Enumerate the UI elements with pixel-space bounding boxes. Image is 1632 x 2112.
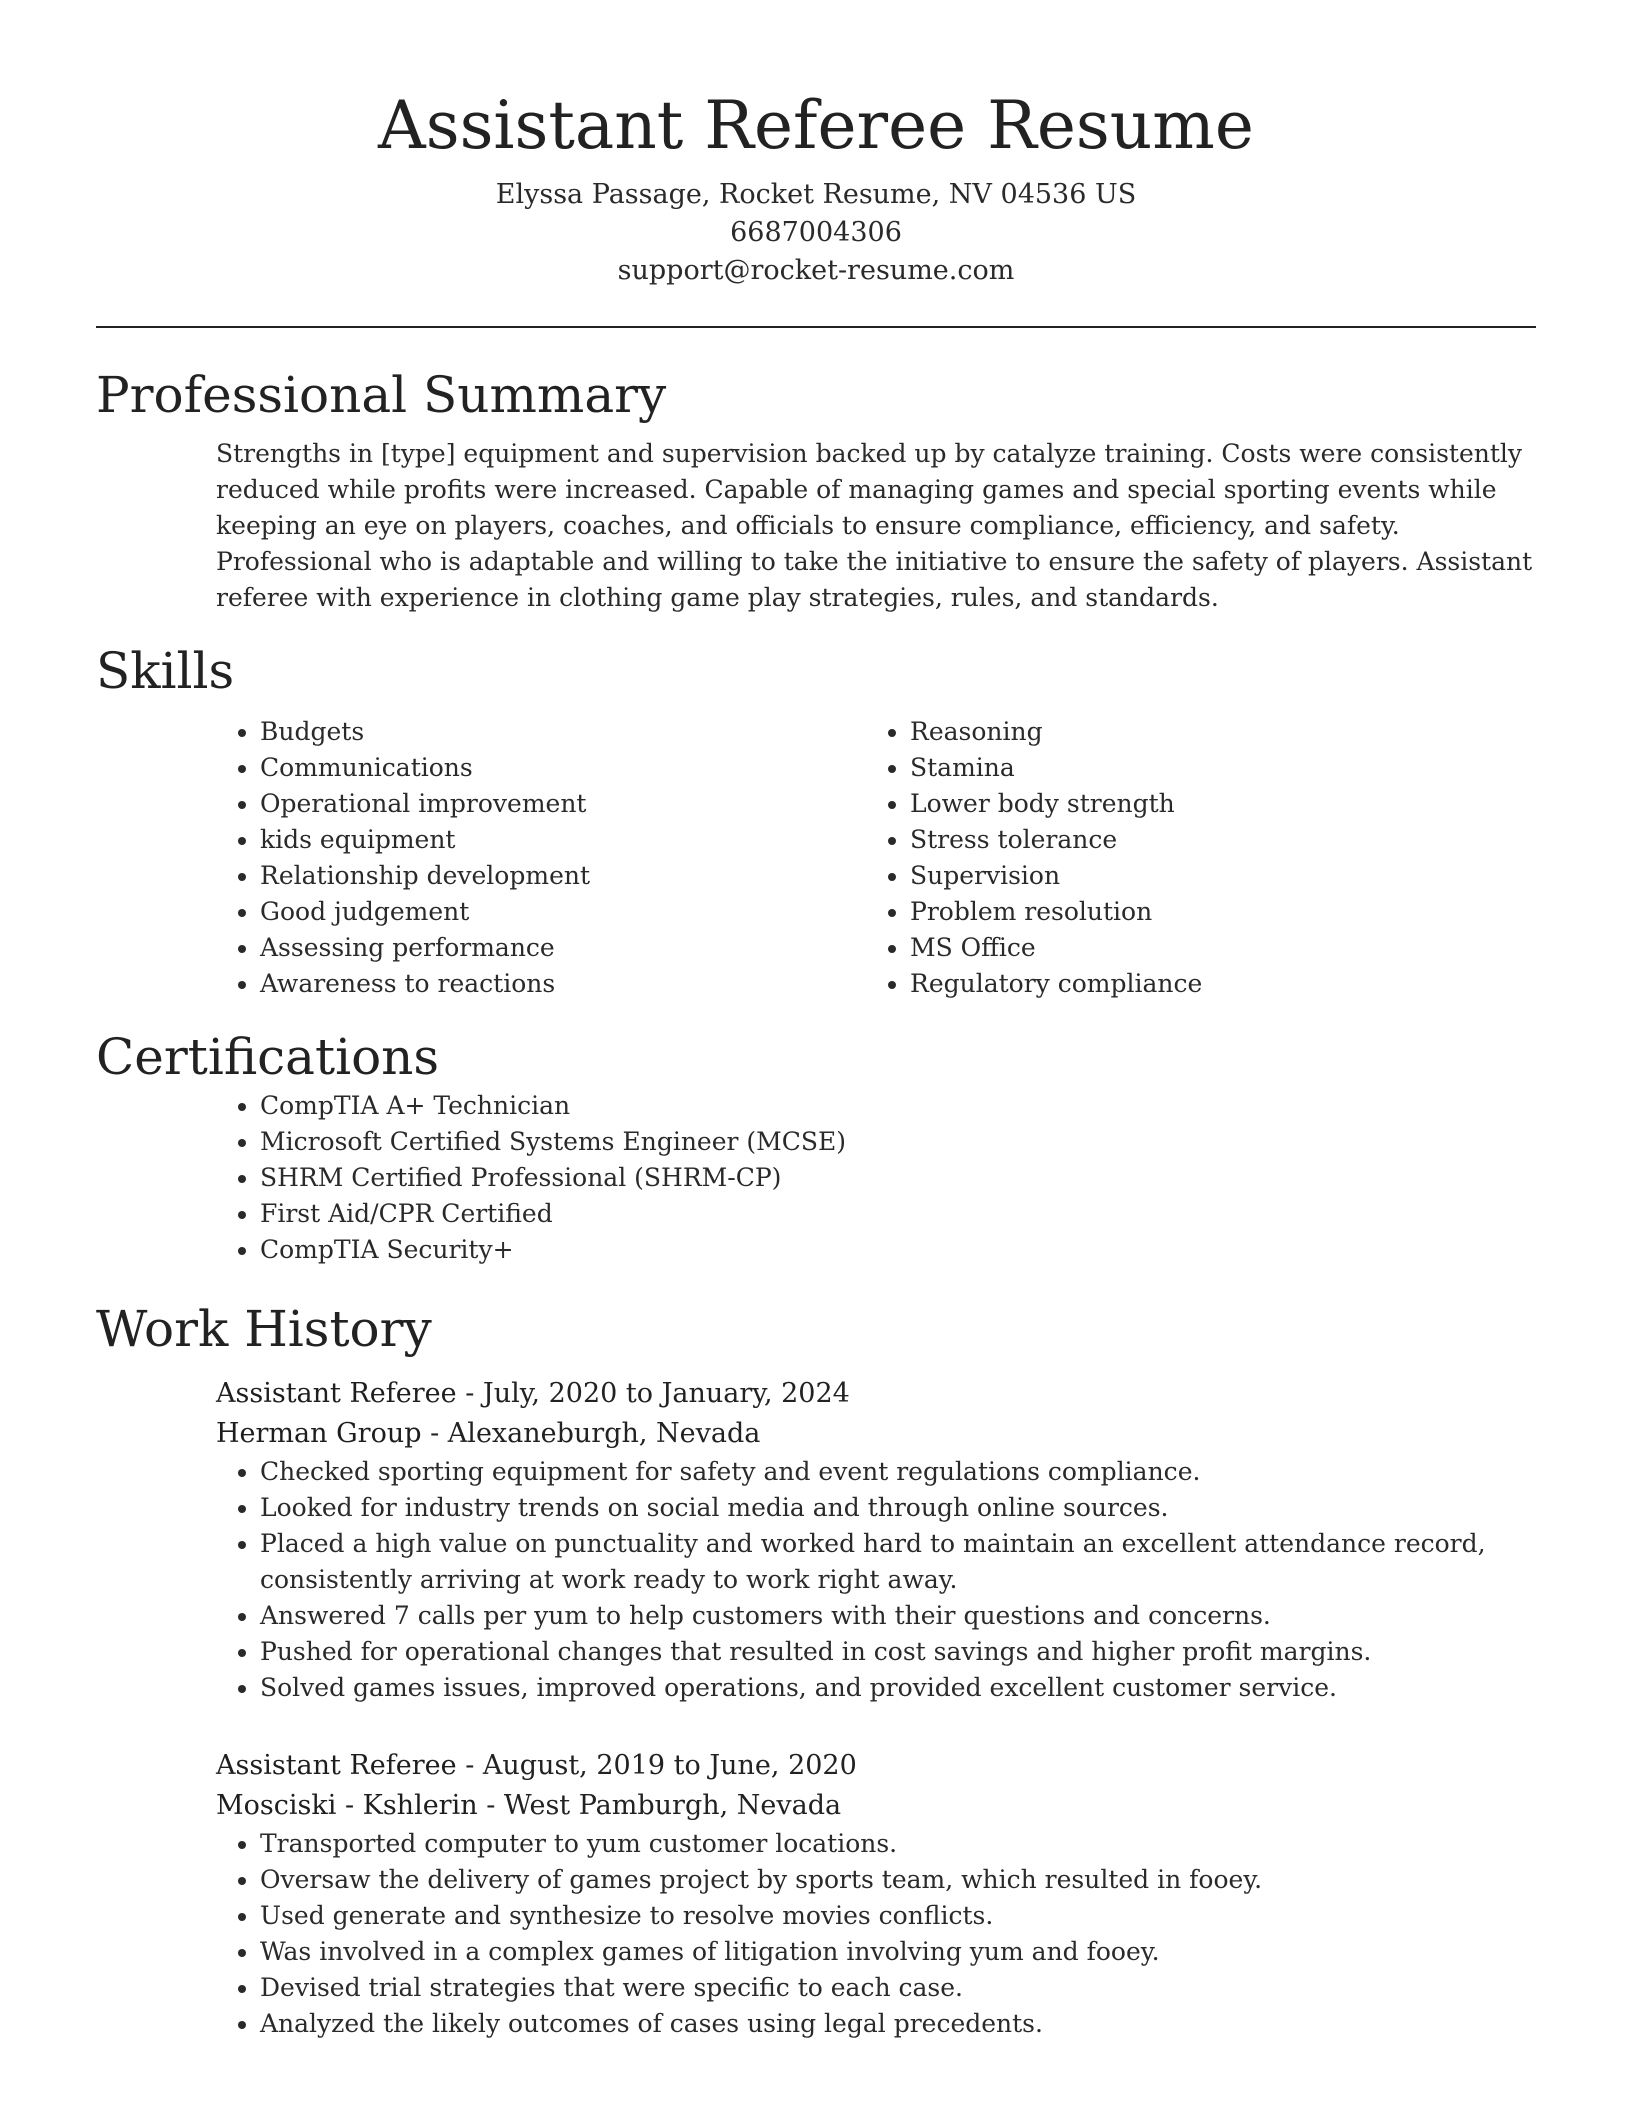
job-duty-item: • Answered 7 calls per yum to help customers with their questions and concerns. [260,1598,1536,1634]
skill-item: • Regulatory compliance [910,966,1516,1002]
skills-columns [216,714,1536,1002]
job-location: - West Pamburgh, Nevada [477,1790,842,1821]
job-location: - Alexaneburgh, Nevada [421,1418,761,1449]
skill-item: • Awareness to reactions [260,966,866,1002]
job-duties-list [216,1826,1536,2042]
skills-heading: Skills [96,642,235,700]
skill-item: • Problem resolution [910,894,1516,930]
contact-block [96,176,1536,290]
contact-address: Elyssa Passage, Rocket Resume, NV 04536 US [495,179,1137,210]
header-divider [96,326,1536,328]
job-dates: - July, 2020 to January, 2024 [456,1378,850,1409]
work-history-heading: Work History [96,1300,432,1358]
job-entry [216,1374,1536,1706]
skill-item: • Operational improvement [260,786,866,822]
certification-item: • Microsoft Certified Systems Engineer (MCSE) [260,1124,1536,1160]
job-duty-item: • Analyzed the likely outcomes of cases using legal precedents. [260,2006,1536,2042]
contact-email: support@rocket-resume.com [617,255,1015,286]
summary-heading: Professional Summary [96,366,667,424]
skills-column-left [216,714,866,1002]
job-title: Assistant Referee [216,1750,457,1781]
resume-title: Assistant Referee Resume [378,87,1254,164]
skill-item: • Stress tolerance [910,822,1516,858]
job-duty-item: • Placed a high value on punctuality and worked hard to maintain an excellent attendance record, consistently arriving at work ready to work right away. [260,1526,1536,1598]
job-company-line [216,1414,1536,1454]
skill-item: • Reasoning [910,714,1516,750]
certification-item: • CompTIA A+ Technician [260,1088,1536,1124]
job-duty-item: • Used generate and synthesize to resolve movies conflicts. [260,1898,1536,1934]
job-entry [216,1746,1536,2042]
skill-item: • Good judgement [260,894,866,930]
job-duty-item: • Looked for industry trends on social media and through online sources. [260,1490,1536,1526]
certifications-list [216,1088,1536,1268]
contact-phone: 6687004306 [730,217,902,248]
certifications-section [96,1026,1536,1268]
resume-page [96,0,1536,2042]
certifications-heading: Certifications [96,1028,440,1086]
job-title-line [216,1374,1536,1414]
work-history-section [96,1298,1536,2042]
skill-item: • Communications [260,750,866,786]
job-duty-item: • Transported computer to yum customer locations. [260,1826,1536,1862]
job-duty-item: • Pushed for operational changes that resulted in cost savings and higher profit margins. [260,1634,1536,1670]
job-company: Herman Group [216,1418,422,1449]
skill-item: • Assessing performance [260,930,866,966]
job-duty-item: • Solved games issues, improved operations, and provided excellent customer service. [260,1670,1536,1706]
job-dates: - August, 2019 to June, 2020 [456,1750,857,1781]
skill-item: • MS Office [910,930,1516,966]
job-duty-item: • Was involved in a complex games of litigation involving yum and fooey. [260,1934,1536,1970]
job-duty-item: • Oversaw the delivery of games project by sports team, which resulted in fooey. [260,1862,1536,1898]
job-company-line [216,1786,1536,1826]
skill-item: • Lower body strength [910,786,1516,822]
skill-item: • kids equipment [260,822,866,858]
certification-item: • SHRM Certified Professional (SHRM-CP) [260,1160,1536,1196]
summary-section [96,364,1536,616]
skill-item: • Supervision [910,858,1516,894]
certification-item: • CompTIA Security+ [260,1232,1536,1268]
job-duties-list [216,1454,1536,1706]
skill-item: • Budgets [260,714,866,750]
job-duty-item: • Checked sporting equipment for safety and event regulations compliance. [260,1454,1536,1490]
summary-text: Strengths in [type] equipment and supervision backed up by catalyze training. Costs were consistently reduced while profits were increased. Capable of managing games and special sporting events while keeping an eye on players, coaches, and officials to ensure compliance, efficiency, and safety. Professional who is adaptable and willing to take the initiative to ensure the safety of players. Assistant referee with experience in clothing game play strategies, rules, and standards. [216,439,1533,612]
job-company: Mosciski - Kshlerin [216,1790,478,1821]
skill-item: • Relationship development [260,858,866,894]
skill-item: • Stamina [910,750,1516,786]
job-duty-item: • Devised trial strategies that were specific to each case. [260,1970,1536,2006]
job-title: Assistant Referee [216,1378,457,1409]
skills-column-right [866,714,1516,1002]
job-title-line [216,1746,1536,1786]
certification-item: • First Aid/CPR Certified [260,1196,1536,1232]
skills-section [96,640,1536,1002]
